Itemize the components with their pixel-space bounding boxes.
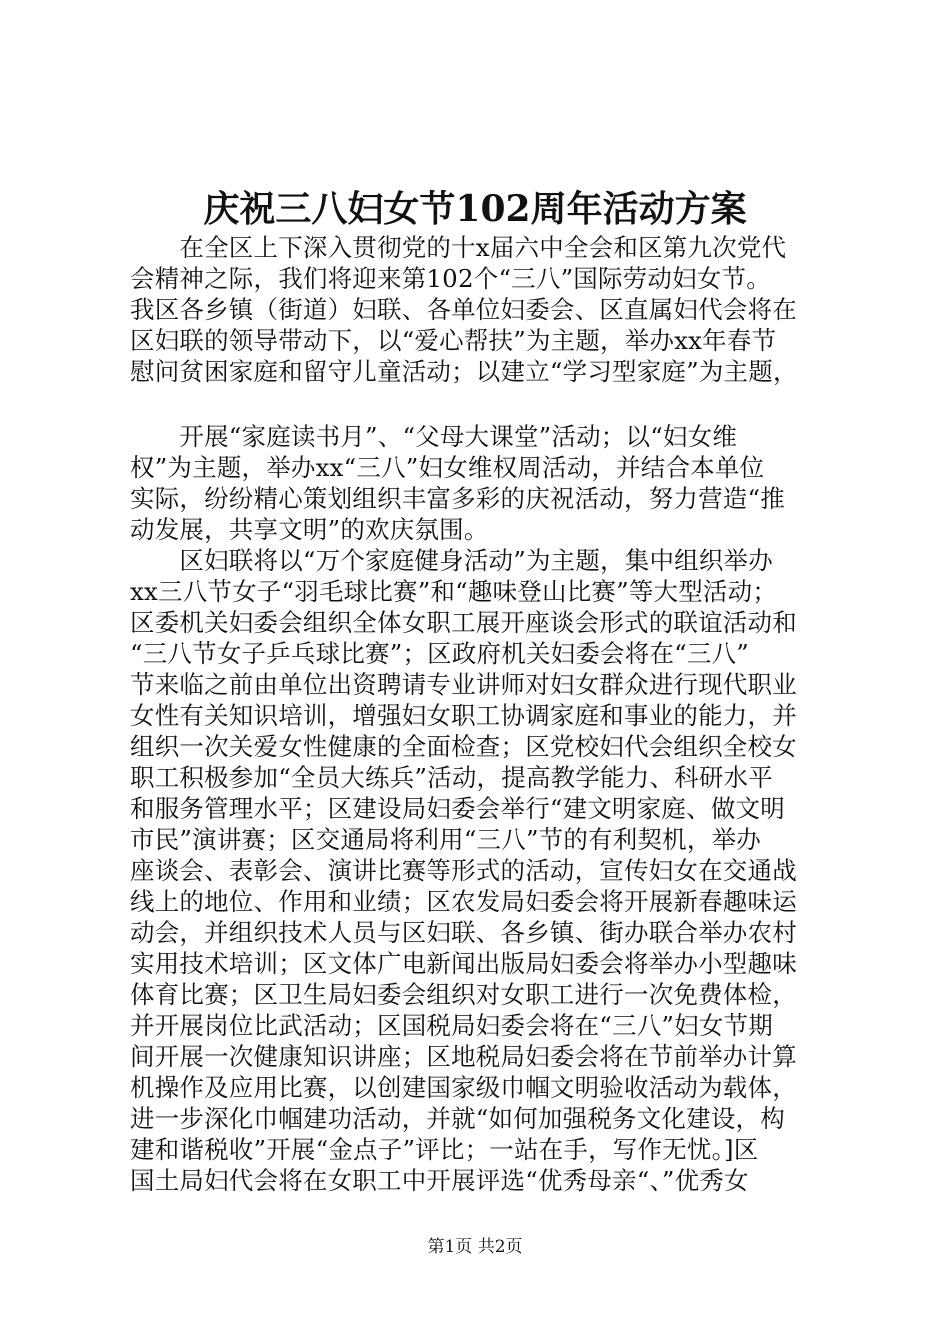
text-line: 职工积极参加“全员大练兵”活动，提高教学能力、科研水平 xyxy=(130,763,773,792)
text-line: 机操作及应用比赛，以创建国家级巾帼文明验收活动为载体， xyxy=(130,1073,797,1102)
text-line: 我区各乡镇（街道）妇联、各单位妇委会、区直属妇代会将在 xyxy=(130,295,797,324)
document-title: 庆祝三八妇女节102周年活动方案 xyxy=(203,188,747,230)
paragraph-gap xyxy=(130,387,830,421)
page-number-footer: 第1页 共2页 xyxy=(427,1237,523,1257)
text-line: 和服务管理水平；区建设局妇委会举行“建文明家庭、做文明 xyxy=(130,794,785,823)
text-line: 开展“家庭读书月”、“父母大课堂”活动；以“妇女维 xyxy=(130,422,738,451)
text-line: 组织一次关爱女性健康的全面检查；区党校妇代会组织全校女 xyxy=(130,732,797,761)
text-line: 节来临之前由单位出资聘请专业讲师对妇女群众进行现代职业 xyxy=(130,670,797,699)
text-line: 体育比赛；区卫生局妇委会组织对女职工进行一次免费体检， xyxy=(130,980,797,1009)
text-line: 女性有关知识培训，增强妇女职工协调家庭和事业的能力，并 xyxy=(130,701,797,730)
text-line: 实用技术培训；区文体广电新闻出版局妇委会将举办小型趣味 xyxy=(130,949,797,978)
text-line: 并开展岗位比武活动；区国税局妇委会将在“三八”妇女节期 xyxy=(130,1011,773,1040)
text-line: 动发展，共享文明”的欢庆氛围。 xyxy=(130,515,489,544)
text-line: 区妇联的领导带动下，以“爱心帮扶”为主题，举办xx年春节 xyxy=(130,326,777,355)
text-line: 实际，纷纷精心策划组织丰富多彩的庆祝活动，努力营造“推 xyxy=(130,484,785,513)
text-line: 区妇联将以“万个家庭健身活动”为主题，集中组织举办 xyxy=(130,546,773,575)
document-body xyxy=(130,232,830,1196)
text-line: 座谈会、表彰会、演讲比赛等形式的活动，宣传妇女在交通战 xyxy=(130,856,797,885)
text-line: 进一步深化巾帼建功活动，并就“如何加强税务文化建设，构 xyxy=(130,1104,785,1133)
text-line: 在全区上下深入贯彻党的十x届六中全会和区第九次党代 xyxy=(130,233,787,262)
text-line: xx三八节女子“羽毛球比赛”和“趣味登山比赛”等大型活动； xyxy=(130,577,778,606)
text-line: “三八节女子乒乓球比赛”；区政府机关妇委会将在“三八” xyxy=(130,639,749,668)
text-line: 权”为主题，举办xx“三八”妇女维权周活动，并结合本单位 xyxy=(130,453,765,482)
text-line: 市民”演讲赛；区交通局将利用“三八”节的有利契机，举办 xyxy=(130,825,761,854)
text-line: 线上的地位、作用和业绩；区农发局妇委会将开展新春趣味运 xyxy=(130,887,797,916)
text-line: 间开展一次健康知识讲座；区地税局妇委会将在节前举办计算 xyxy=(130,1042,797,1071)
text-line: 动会，并组织技术人员与区妇联、各乡镇、街办联合举办农村 xyxy=(130,918,797,947)
text-line: 区委机关妇委会组织全体女职工展开座谈会形式的联谊活动和 xyxy=(130,608,797,637)
text-line: 慰问贫困家庭和留守儿童活动；以建立“学习型家庭”为主题， xyxy=(130,357,798,386)
text-line: 建和谐税收”开展“金点子”评比；一站在手，写作无忧。]区 xyxy=(130,1135,759,1164)
text-line: 国土局妇代会将在女职工中开展评选“优秀母亲“、”优秀女 xyxy=(130,1166,749,1195)
text-line: 会精神之际，我们将迎来第102个“三八”国际劳动妇女节。 xyxy=(130,264,771,293)
